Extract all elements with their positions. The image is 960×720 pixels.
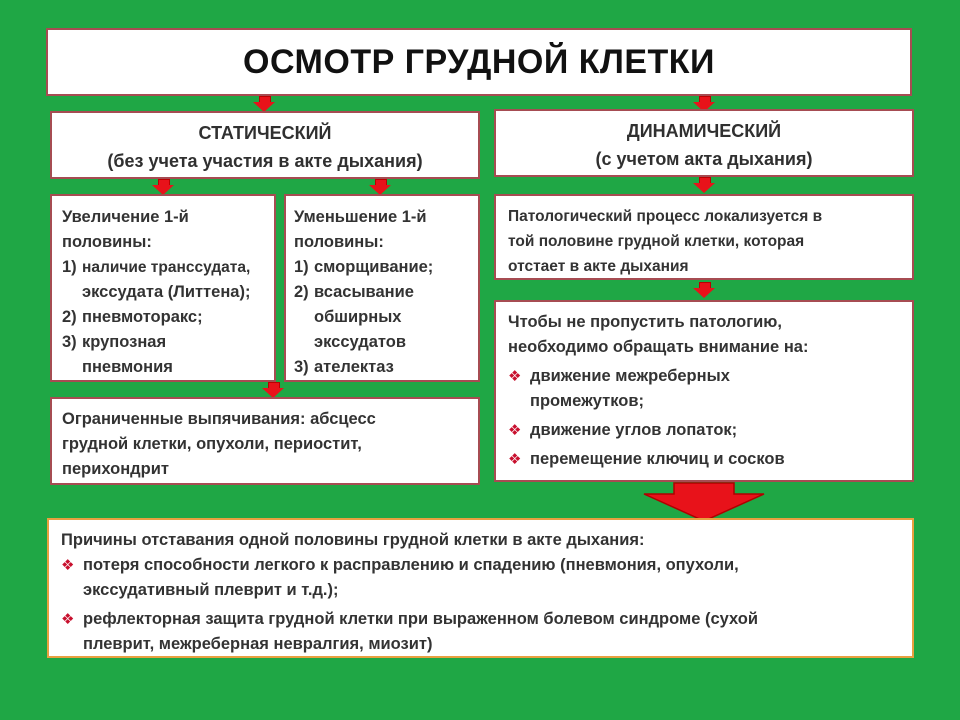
down-arrow-icon bbox=[693, 282, 715, 298]
increase-list bbox=[62, 255, 268, 380]
static-heading: СТАТИЧЕСКИЙ bbox=[198, 123, 332, 143]
diamond-bullet-icon: ❖ bbox=[508, 368, 522, 385]
attention-list bbox=[508, 364, 904, 472]
list-item: ❖ рефлекторная защита грудной клетки при выраженном болевом синдроме (сухой плеврит, межреберная невралгия, миозит) bbox=[61, 607, 904, 657]
decrease-title-line1: Уменьшение 1-й bbox=[294, 208, 427, 226]
increase-title-line1: Увеличение 1-й bbox=[62, 208, 189, 226]
static-subheading: (без учета участия в акте дыхания) bbox=[107, 151, 423, 171]
diamond-bullet-icon: ❖ bbox=[508, 422, 522, 439]
list-item: 2) пневмоторакс; bbox=[62, 308, 203, 326]
attention-box bbox=[494, 300, 914, 482]
static-heading-box bbox=[50, 111, 480, 179]
bulges-line3: перихондрит bbox=[62, 460, 169, 478]
diamond-bullet-icon: ❖ bbox=[61, 611, 75, 628]
list-item: 2) всасывание обширных экссудатов bbox=[294, 283, 414, 351]
causes-heading: Причины отставания одной половины грудной клетки в акте дыхания: bbox=[61, 531, 645, 549]
process-line1: Патологический процесс локализуется в bbox=[508, 208, 823, 225]
process-line2: той половине грудной клетки, которая bbox=[508, 233, 805, 250]
decrease-title-line2: половины: bbox=[294, 233, 384, 251]
diamond-bullet-icon: ❖ bbox=[508, 451, 522, 468]
down-arrow-icon bbox=[152, 179, 174, 195]
causes-list bbox=[61, 553, 904, 657]
title-box bbox=[46, 28, 912, 96]
list-item: 1) сморщивание; bbox=[294, 258, 434, 276]
down-arrow-icon bbox=[693, 177, 715, 193]
down-arrow-icon bbox=[369, 179, 391, 195]
dynamic-heading: ДИНАМИЧЕСКИЙ bbox=[626, 121, 782, 141]
diamond-bullet-icon: ❖ bbox=[61, 557, 75, 574]
decrease-box bbox=[284, 194, 480, 382]
dynamic-heading-box bbox=[494, 109, 914, 177]
list-item: ❖ потеря способности легкого к расправлению и спадению (пневмония, опухоли, экссудативный плеврит и т.д.); bbox=[61, 553, 904, 603]
page-title: ОСМОТР ГРУДНОЙ КЛЕТКИ bbox=[243, 42, 715, 81]
list-item: 3) ателектаз bbox=[294, 358, 394, 376]
dynamic-subheading: (с учетом акта дыхания) bbox=[595, 149, 813, 169]
down-arrow-icon bbox=[262, 382, 284, 398]
list-item: 1) наличие транссудата, экссудата (Литтена); bbox=[62, 258, 251, 301]
decrease-list bbox=[294, 255, 472, 380]
list-item: ❖ движение межреберных промежутков; bbox=[508, 364, 904, 414]
bulges-line2: грудной клетки, опухоли, периостит, bbox=[62, 435, 362, 453]
attention-line1: Чтобы не пропустить патологию, bbox=[508, 313, 782, 331]
process-line3: отстает в акте дыхания bbox=[508, 258, 689, 275]
list-item: ❖ перемещение ключиц и сосков bbox=[508, 447, 904, 472]
down-arrow-icon bbox=[253, 96, 275, 112]
bulges-box bbox=[50, 397, 480, 485]
bulges-line1: Ограниченные выпячивания: абсцесс bbox=[62, 410, 376, 428]
big-down-arrow-icon bbox=[642, 482, 766, 522]
attention-line2: необходимо обращать внимание на: bbox=[508, 338, 809, 356]
increase-box bbox=[50, 194, 276, 382]
increase-title-line2: половины: bbox=[62, 233, 152, 251]
process-box bbox=[494, 194, 914, 280]
causes-box bbox=[47, 518, 914, 658]
list-item: 3) крупозная пневмония bbox=[62, 333, 173, 376]
list-item: ❖ движение углов лопаток; bbox=[508, 418, 904, 443]
